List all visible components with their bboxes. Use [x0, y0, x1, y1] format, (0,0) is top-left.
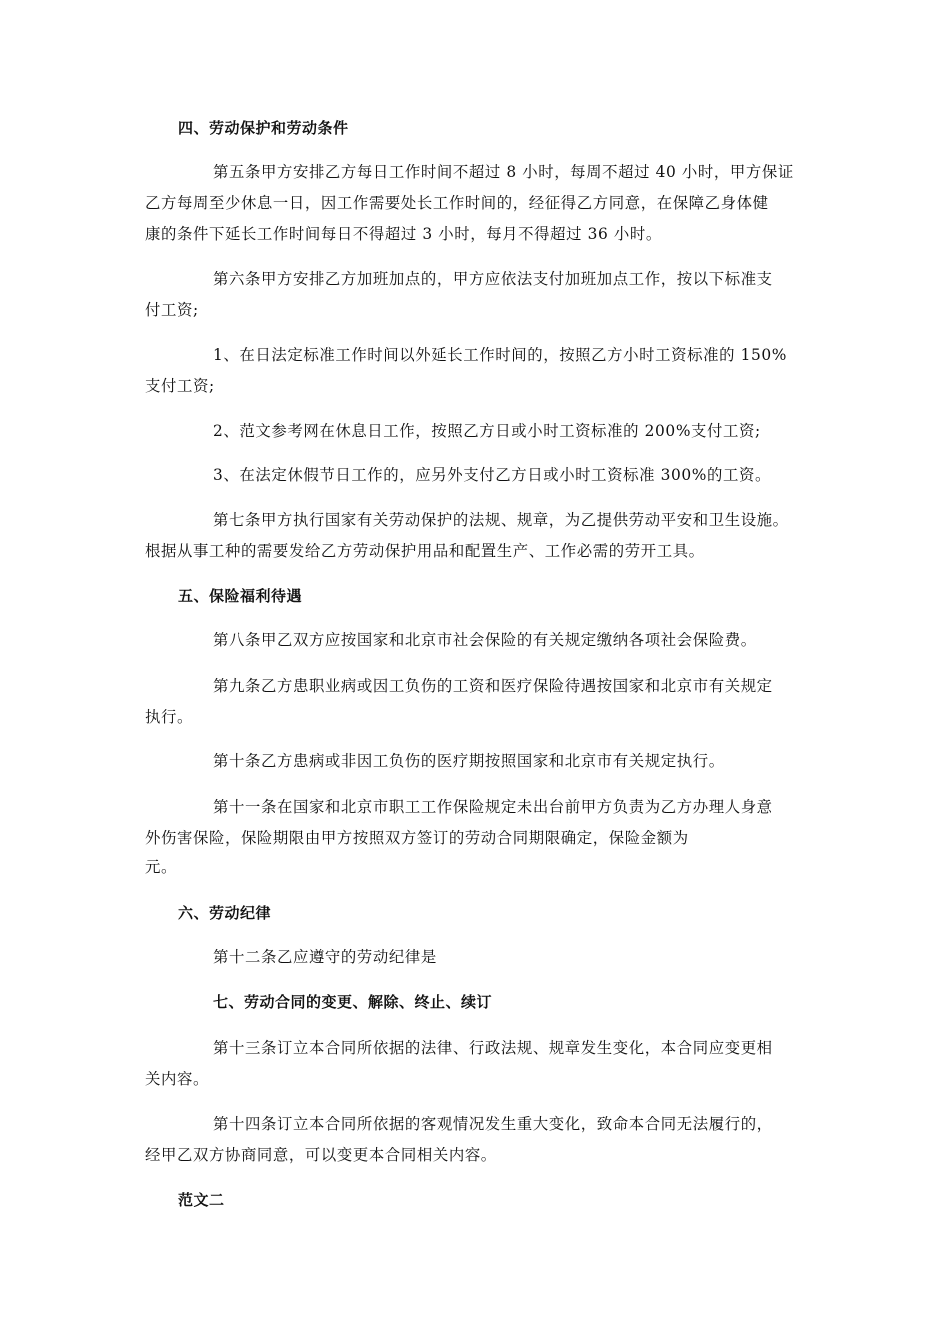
- article-7-line-1: 第七条甲方执行国家有关劳动保护的法规、规章，为乙提供劳动平安和卫生设施。: [213, 511, 789, 529]
- article-12: 第十二条乙应遵守的劳动纪律是: [213, 948, 437, 966]
- article-14-line-1: 第十四条订立本合同所依据的客观情况发生重大变化，致命本合同无法履行的，: [213, 1115, 773, 1133]
- list-item-2: 2、范文参考网在休息日工作，按照乙方日或小时工资标准的 200%支付工资;: [213, 422, 761, 440]
- article-11-line-3: 元。: [145, 858, 177, 876]
- article-7-line-2: 根据从事工种的需要发给乙方劳动保护用品和配置生产、工作必需的劳开工具。: [145, 542, 705, 560]
- list-item-1-line-1: 1、在日法定标准工作时间以外延长工作时间的，按照乙方小时工资标准的 150%: [213, 346, 787, 364]
- section-heading-sample-two: 范文二: [178, 1191, 225, 1209]
- article-5-line-2: 乙方每周至少休息一日，因工作需要处长工作时间的，经征得乙方同意，在保障乙身体健: [145, 194, 769, 212]
- article-9-line-1: 第九条乙方患职业病或因工负伤的工资和医疗保险待遇按国家和北京市有关规定: [213, 677, 773, 695]
- section-heading-contract-changes: 七、劳动合同的变更、解除、终止、续订: [213, 993, 493, 1011]
- article-9-line-2: 执行。: [145, 708, 193, 726]
- list-item-3: 3、在法定休假节日工作的，应另外支付乙方日或小时工资标准 300%的工资。: [213, 466, 771, 484]
- article-14-line-2: 经甲乙双方协商同意，可以变更本合同相关内容。: [145, 1146, 497, 1164]
- article-13-line-2: 关内容。: [145, 1070, 209, 1088]
- article-10: 第十条乙方患病或非因工负伤的医疗期按照国家和北京市有关规定执行。: [213, 752, 725, 770]
- section-heading-labor-protection: 四、劳动保护和劳动条件: [178, 119, 349, 137]
- article-13-line-1: 第十三条订立本合同所依据的法律、行政法规、规章发生变化，本合同应变更相: [213, 1039, 773, 1057]
- article-5-line-1: 第五条甲方安排乙方每日工作时间不超过 8 小时，每周不超过 40 小时，甲方保证: [213, 163, 794, 181]
- section-heading-insurance-welfare: 五、保险福利待遇: [178, 587, 303, 605]
- article-11-line-1: 第十一条在国家和北京市职工工作保险规定未出台前甲方负责为乙方办理人身意: [213, 798, 773, 816]
- section-heading-labor-discipline: 六、劳动纪律: [178, 904, 272, 922]
- article-6-line-1: 第六条甲方安排乙方加班加点的，甲方应依法支付加班加点工作，按以下标准支: [213, 270, 773, 288]
- article-5-line-3: 康的条件下延长工作时间每日不得超过 3 小时，每月不得超过 36 小时。: [145, 225, 662, 243]
- article-11-line-2: 外伤害保险，保险期限由甲方按照双方签订的劳动合同期限确定，保险金额为: [145, 829, 689, 847]
- article-6-line-2: 付工资;: [145, 301, 199, 319]
- list-item-1-line-2: 支付工资;: [145, 377, 215, 395]
- article-8: 第八条甲乙双方应按国家和北京市社会保险的有关规定缴纳各项社会保险费。: [213, 631, 757, 649]
